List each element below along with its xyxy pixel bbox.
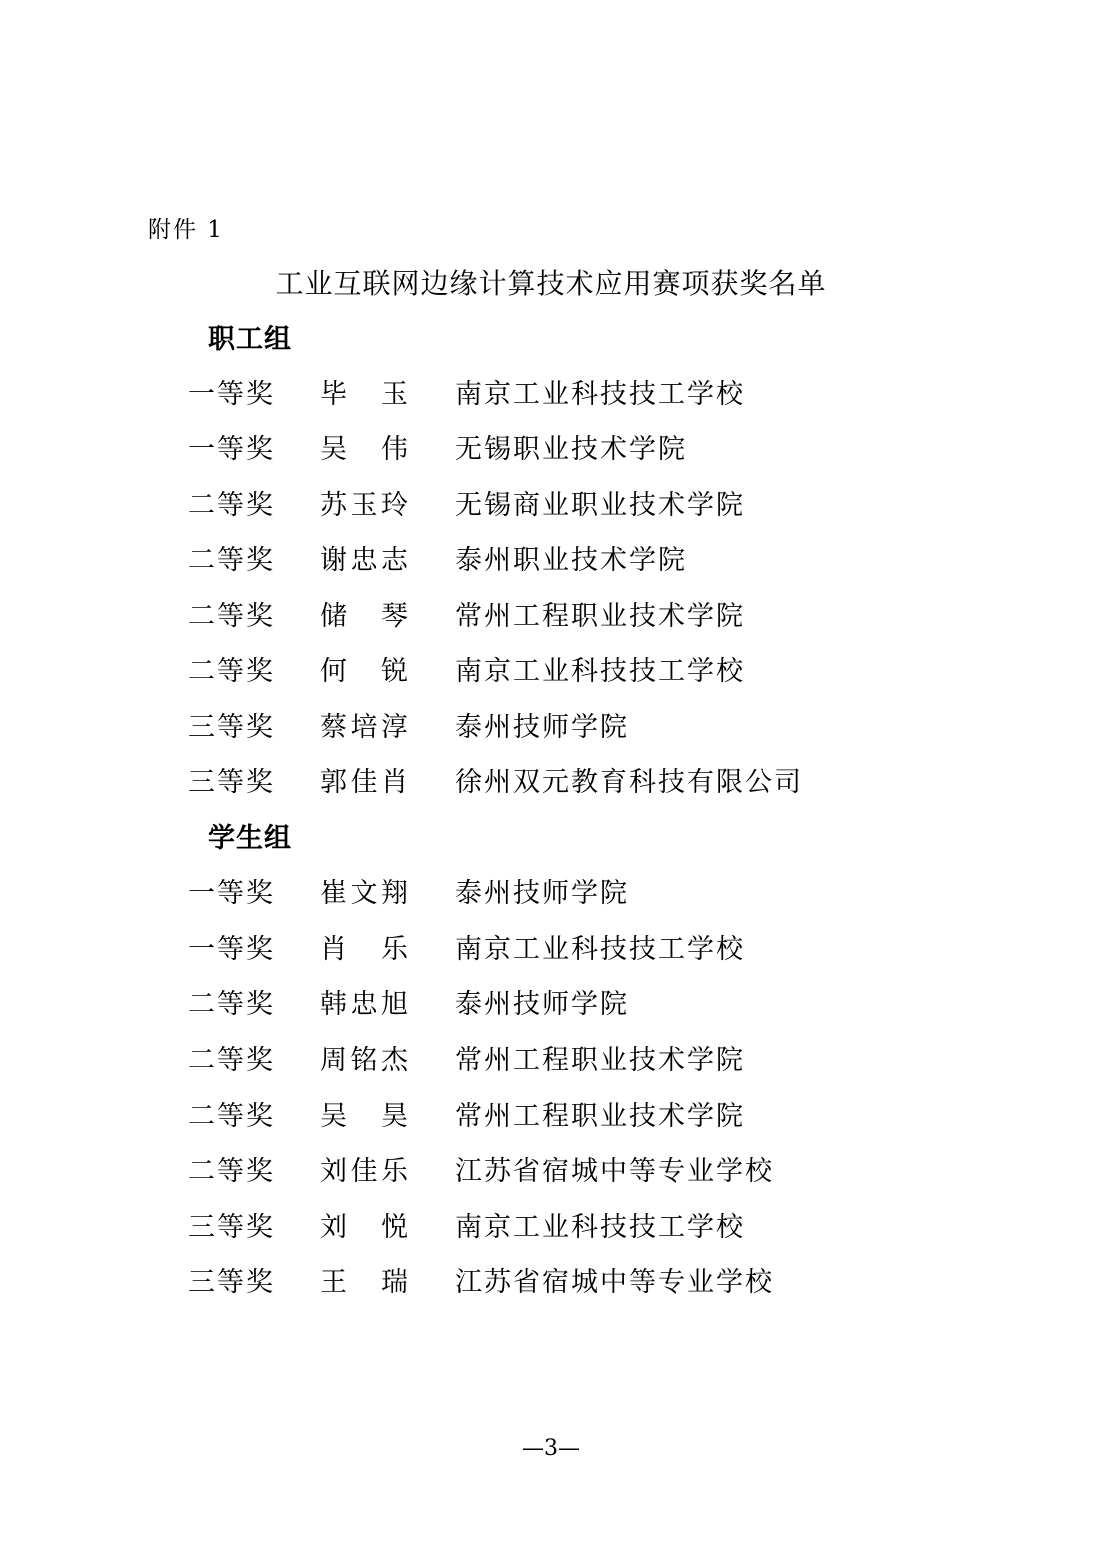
winner-organization: 泰州技师学院	[455, 712, 629, 743]
award-level: 一等奖	[188, 379, 275, 410]
award-level: 三等奖	[188, 1212, 275, 1243]
winner-organization: 常州工程职业技术学院	[455, 601, 745, 632]
winner-name: 苏玉玲	[320, 490, 408, 521]
winner-organization: 南京工业科技技工学校	[455, 379, 745, 410]
winner-organization: 南京工业科技技工学校	[455, 656, 745, 687]
page-number: —3—	[522, 1436, 580, 1461]
table-row	[0, 763, 1102, 803]
table-row	[0, 874, 1102, 914]
award-level: 二等奖	[188, 1101, 275, 1132]
winner-organization: 常州工程职业技术学院	[455, 1101, 745, 1132]
award-level: 三等奖	[188, 767, 275, 798]
winner-name: 蔡培淳	[320, 712, 408, 743]
group-heading-staff: 职工组	[208, 324, 292, 355]
award-level: 二等奖	[188, 490, 275, 521]
winner-name: 吴昊	[320, 1101, 408, 1132]
winner-organization: 南京工业科技技工学校	[455, 1212, 745, 1243]
table-row	[0, 541, 1102, 581]
winner-name: 谢忠志	[320, 545, 408, 576]
winner-name: 韩忠旭	[320, 989, 408, 1020]
winner-name: 吴伟	[320, 434, 408, 465]
table-row	[0, 1208, 1102, 1248]
award-level: 二等奖	[188, 989, 275, 1020]
winner-organization: 江苏省宿城中等专业学校	[455, 1267, 774, 1298]
group-heading-student: 学生组	[208, 823, 292, 854]
winner-name: 毕玉	[320, 379, 408, 410]
table-row	[0, 486, 1102, 526]
attachment-label: 附件 1	[148, 217, 224, 243]
award-level: 一等奖	[188, 934, 275, 965]
winner-name: 储琴	[320, 601, 408, 632]
winner-name: 崔文翔	[320, 878, 408, 909]
winner-organization: 无锡商业职业技术学院	[455, 490, 745, 521]
winner-organization: 南京工业科技技工学校	[455, 934, 745, 965]
table-row	[0, 930, 1102, 970]
winner-name: 肖乐	[320, 934, 408, 965]
winner-organization: 无锡职业技术学院	[455, 434, 687, 465]
winner-name: 王瑞	[320, 1267, 408, 1298]
table-row	[0, 1097, 1102, 1137]
table-row	[0, 1041, 1102, 1081]
winner-name: 刘佳乐	[320, 1156, 408, 1187]
award-level: 一等奖	[188, 878, 275, 909]
table-row	[0, 708, 1102, 748]
winner-organization: 徐州双元教育科技有限公司	[455, 767, 803, 798]
table-row	[0, 375, 1102, 415]
award-level: 二等奖	[188, 601, 275, 632]
winner-organization: 常州工程职业技术学院	[455, 1045, 745, 1076]
winner-name: 周铭杰	[320, 1045, 408, 1076]
winner-organization: 泰州技师学院	[455, 878, 629, 909]
award-level: 三等奖	[188, 1267, 275, 1298]
winner-organization: 泰州技师学院	[455, 989, 629, 1020]
award-level: 一等奖	[188, 434, 275, 465]
award-level: 二等奖	[188, 545, 275, 576]
winner-organization: 江苏省宿城中等专业学校	[455, 1156, 774, 1187]
table-row	[0, 1152, 1102, 1192]
award-level: 二等奖	[188, 656, 275, 687]
winner-name: 何锐	[320, 656, 408, 687]
document-title: 工业互联网边缘计算技术应用赛项获奖名单	[275, 267, 827, 300]
winner-organization: 泰州职业技术学院	[455, 545, 687, 576]
award-level: 二等奖	[188, 1156, 275, 1187]
table-row	[0, 1263, 1102, 1303]
winner-name: 刘悦	[320, 1212, 408, 1243]
table-row	[0, 985, 1102, 1025]
award-level: 三等奖	[188, 712, 275, 743]
winner-name: 郭佳肖	[320, 767, 408, 798]
table-row	[0, 652, 1102, 692]
table-row	[0, 597, 1102, 637]
award-level: 二等奖	[188, 1045, 275, 1076]
table-row	[0, 430, 1102, 470]
